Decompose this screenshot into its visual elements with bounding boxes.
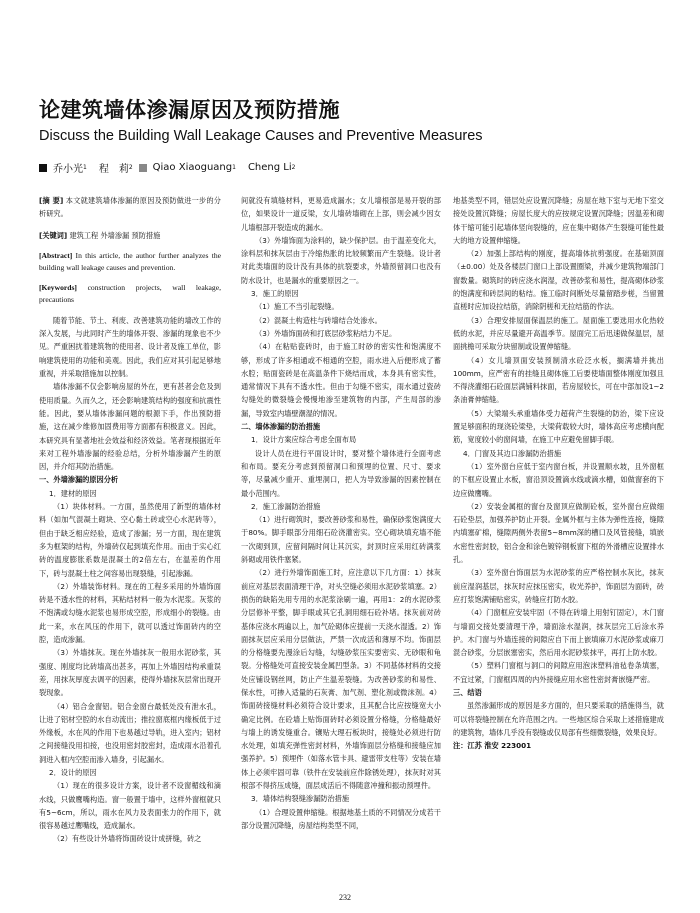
paragraph: （2）进行外墙饰面施工时，应注意以下几方面：1）抹灰前应对基层表面清理干净，对头空缝必须用水泥砂浆填塞。2）损伤的缺陷先用专用的水泥浆涂刷一遍，再用1：2的水泥砂浆分层修补平整，脚手眼或其它孔洞用细石砼补堵。抹灰前对砖基体应浇水两遍以上，加气砼砌体应提前一天浇水湿透。2）饰面抹灰层应采用分层做法，严禁一次成活和薄厚不均。饰面层的分格缝要先漫涂后勾缝，勾缝砂浆压实要密实、无砂眼和龟裂。分格缝处可直接安装金属凹型条。3）不同基体材料的交接处应铺设钢丝网，防止产生温差裂缝。为改善砂浆的和易性、保水性，可掺入适量的石灰膏、加气剂、塑化剂或微沫剂。4）饰面砖接缝材料必须符合设计要求，且其配合比应按缝宽大小确定比例。在砼墙上贴饰面砖时必须设置分格缝，分格缝最好与墙上的诱发缝重合。镶贴大理石板块时，接缝处必须进行防水处理，如填充弹性密封材料，外墙饰面层分格缝和接缝应加强养护。5）预埋件（如落水管卡具、避雷带支柱等）安装在墙体上必须牢固可靠（铁件在安装前应作除锈处理），抹灰时对其根部不得挤压成缝，面层成活后不得随意冲撞和振动预埋件。 — [241, 568, 441, 791]
abstract-cn: [摘 要] 本文就建筑墙体渗漏的原因及预防做进一步的分析研究。 — [39, 196, 221, 219]
paragraph: （4）女儿墙顶面安装预制清水砼泛水板，搁满墙并挑出100mm，应严密有的挂缝且砌体施工后要使墙面整体刚度加强且不得浇灌细石砼面层满铺料抹面，若房屋较长，可在中部加设1~2条油膏伸缩缝。 — [453, 355, 664, 405]
subsection-heading: 4．门窗及其边口渗漏防治措施 — [463, 448, 562, 458]
title-en: Discuss the Building Wall Leakage Causes and Preventive Measures — [39, 128, 483, 144]
subsection-heading: 1．设计方案应综合考虑全面布局 — [251, 435, 357, 445]
author-2-en-sup: 2 — [291, 164, 296, 171]
author-2-sup: 2 — [128, 164, 133, 171]
author-2-cn: 程 莉 — [98, 164, 129, 175]
square-bullet-icon — [39, 164, 47, 172]
subsection-heading: 1．建材的原因 — [49, 488, 97, 498]
paragraph: （2）外墙装饰材料。现在的工程多采用的外墙饰面砖是不透水性的材料，其粘结材料一般为水泥浆。灰浆的不饱满或勾缝水泥浆也易形成空腔，形成细小的裂缝。由此一来，水在风压的作用下，就可以透过饰面砖内的空腔，造成渗漏。 — [39, 581, 221, 645]
column-3 — [453, 194, 664, 752]
paragraph: （5）大梁端头承重墙体受力超荷产生裂缝的防治，梁下应设置足够面积的现浇砼梁垫，大梁荷载较大时，墙体高应考虑横向配筋，宽度较小的窗间墙，在施工中应避免留脚手眼。 — [453, 408, 664, 445]
author-1-en-sup: 1 — [232, 164, 236, 171]
keywords-en: [Keywords] construction projects, wall leakage, precautions — [39, 282, 221, 304]
subsection-heading: 2．设计的原因 — [49, 767, 97, 777]
paragraph: （2）混凝土构造柱与砖墙结合处渗水。 — [255, 315, 382, 325]
paragraph: 地基类型不同，错层处应设置沉降缝；房屋在地下室与无地下室交接处设置沉降缝；房屋长度大的应按规定设置沉降缝；因温差和砌体干缩可能引起墙体竖向裂缝的，应在集中砌体产生裂缝可能性最大的地方设置伸缩缝。 — [453, 196, 664, 245]
paragraph: （5）塑料门窗框与洞口的间隙应用泡沫塑料油毡卷条填塞，不宜过紧，门窗框四周的内外接缝应用水密性密封膏嵌缝严密。 — [453, 661, 664, 684]
subsection-heading: 2．施工渗漏防治措施 — [251, 501, 321, 511]
paragraph: （4）铝合金窗铝。铝合金窗台最低处没有泄水孔，让进了铝材空腔的水自动流出；推拉窗底框内缘板低于过外缘板，水在风的作用下也易越过导轨，进入室内；铝材之间接缝没用扣接，也没用密封胶密封，造成雨水沿着孔洞进入框内空腔而渗入墙身，引起漏水。 — [39, 701, 221, 764]
paragraph: （1）合理设置伸缩缝。根据地基土质的不同情况分成若干部分设置沉降缝，房屋结构类型不同， — [241, 807, 441, 830]
paragraph: 虽然渗漏形成的原因是多方面的，但只要采取的措施得当，就可以将裂缝控制在允许范围之内。一些地区综合采取上述措施建成的建筑物，墙体几乎没有裂缝或仅局部有些细微裂缝，效果良好。 — [453, 701, 664, 737]
paragraph: （1）施工不当引起裂缝。 — [255, 302, 339, 312]
keywords-cn: [关键词] 建筑工程 外墙渗漏 预防措施 — [39, 230, 161, 240]
paragraph: （4）门窗框应安装牢固（不得在砖墙上用射钉固定），木门窗与墙面交接处要清理干净，墙面涂水湿润，抹灰层完工后涂水养护。木门窗与外墙连接的间隙应自下而上嵌填麻刀水泥砂浆或麻刀混合砂浆，分层嵌塞密实，然后用水泥砂浆抹平，再打上防水胶。 — [453, 608, 664, 658]
abstract-en: [Abstract] In this article, the author further analyzes the building wall leakage causes and prevention. — [39, 250, 221, 272]
section-heading: 一、外墙渗漏的原因分析 — [39, 475, 119, 485]
paragraph: （3）外墙饰面砖和打底层砂浆粘结力不足。 — [255, 328, 397, 338]
subsection-heading: 3．施工的原因 — [251, 289, 299, 299]
paragraph: （4）在粘贴瓷砖时，由于施工时砂的密实性和饱满度不够，形成了许多相通或不相通的空腔，雨水进入后便形成了蓄水腔；贴面瓷砖是在高温条件下烧结而成，本身具有密实性，通常情况下具有不透水性。但由于勾缝不密实，雨水通过瓷砖勾缝处的微裂缝会慢慢地渗至建筑物的内部，产生局部的渗漏，导致室内墙壁潮湿的情况。 — [241, 342, 441, 418]
page-number: 232 — [339, 893, 351, 902]
paragraph: （3）外墙饰面为涂料的，缺少保护层。由于温差变化大，涂料层和抹灰层由于冷缩热胀的比较频繁而产生裂缝。设计者对此类墙面的设计没有具体的抗裂要求，外墙预留洞口也没有防水设计，也是漏水的重要原因之一。 — [241, 235, 441, 285]
author-1-cn: 乔小光 — [53, 164, 83, 175]
paragraph: （3）外墙抹灰。现在外墙抹灰一般用水泥砂浆，其强度、刚度均比砖墙高出甚多，再加上外墙因结构承重误差，用抹灰厚度去调平的因素，使得外墙抹灰层常出现开裂现象。 — [39, 648, 221, 698]
paragraph: （2）有些设计外墙将饰面砖设计成拼缝，砖之 — [53, 834, 202, 844]
column-1 — [39, 194, 221, 846]
paragraph: （1）室外窗台应低于室内窗台板，并设置顺水坡，且外窗框的下框应设置止水板，窗沿顶设置滴水线或滴水槽，如做窗套的下边应做鹰嘴。 — [453, 461, 664, 498]
paragraph: 墙体渗漏不仅会影响房屋的外在，更有甚者会危及到使用质量。久而久之，还会影响建筑结构的强度和抗震性能。因此，要从墙体渗漏问题的根源下手，作出预防措施，这在减少维修加固费用等方面都有积极意义。因此，本研究具有显著地社会效益和经济效益。笔者现根据近年来对工程外墙渗漏的经验总结，分析外墙渗漏产生的原因，并介绍其防治措施。 — [39, 382, 221, 472]
square-bullet-icon — [139, 164, 147, 172]
paragraph: （2）加强上部结构的刚度，提高墙体抗剪强度。在基础顶面（±0.00）处及各楼层门窗口上部设置圈梁，并减少建筑物端部门窗数量。砌筑时的砖应浇水润湿，改善砂浆和易性，提高砌体砂浆的饱满度和砖层间的粘结。施工临时间断处尽量留踏步槎，当留置直槎时应加设拉结筋，消除阴槎和无拉结筋的作法。 — [453, 249, 664, 312]
paragraph: （1）现在的很多设计方案，设计者不设窗楣线和滴水线，只做鹰嘴构造。窗一般置于墙中，这样外窗框就只有5~6cm，所以，雨水在风力及表面张力的作用下，就很容易越过鹰嘴线，造成漏水。 — [39, 781, 221, 831]
column-2-body — [241, 194, 441, 832]
column-3-body — [453, 194, 664, 752]
paragraph: 设计人员在进行平面设计时，要对整个墙体进行全面考虑和布局。要充分考虑到预留洞口和预埋的位置、尺寸、要求等，尽量减少重开、重埋洞口，把人为导致渗漏的因素控制在最小范围内。 — [241, 448, 441, 498]
author-1-en: Qiao Xiaoguang — [152, 162, 233, 173]
paragraph: （3）室外窗台饰面层为水泥砂浆的应严格控制水灰比，抹灰前应湿润基层，抹灰时应抹压密实，收光养护，饰面层为面砖，砖应打浆饱满铺贴密实，砖缝应打防水胶。 — [453, 568, 664, 604]
section-heading: 二、墙体渗漏的防治措施 — [241, 422, 321, 432]
authors-line — [39, 160, 295, 175]
column-1-body — [39, 314, 221, 846]
paragraph: 间就没有填缝材料，更易造成漏水；女儿墙根部是易开裂的部位，如果设计一道反梁，女儿墙砖墙砌在上部，则会减少因女儿墙根部开裂造成的漏水。 — [241, 196, 441, 232]
paragraph: （1）块体材料。一方面，虽然使用了新型的墙体材料（如加气混凝土砌块、空心黏土砖或空心水泥砖等），但由于缺乏相应经验，造成了渗漏；另一方面，现在建筑多为框架的结构，外墙砖仅起到填充作用。而由于实心红砖的温度膨胀系数是混凝土的2倍左右，在温差的作用下，砖与混凝土柱之间容易出现裂缝，引起渗漏。 — [39, 502, 221, 578]
paragraph: （3）合理安排屋面保温层的施工。屋面施工要选用水化热较低的水泥，并应尽量避开高温季节。屋面完工后迅速做保温层，屋面挑檐可采取分块留制或设置伸缩缝。 — [453, 315, 664, 352]
paragraph: （1）进行砌筑时，要改善砂浆和易性，确保砂浆饱满度大于80%。脚手眼部分用细石砼浇灌密实。空心砌块填充墙不能一次砌到顶，应留间隔时间让其沉实，封顶时应采用红砖满浆斜砌或用铁件塞紧。 — [241, 515, 441, 565]
author-1-sup: 1 — [83, 164, 87, 171]
paragraph: 随着节能、节土、利废、改善建筑功能的墙改工作的深入发展，与此同时产生的墙体开裂、渗漏的现象也不少见。严重困扰着建筑物的使用者、设计者及施工单位，影响建筑使用的功能和美观。因此，我们应对其引起足够地重视，并采取措施加以控制。 — [39, 315, 221, 379]
paragraph: （2）安装金属框的窗台及窗顶应做制砼板，室外窗台应做细石砼垫层，加强养护防止开裂。金属外框与主体为弹性连接，缝隙内填塞矿棉，缝隙两侧外表留5~8mm深的槽口及风管接缝，填嵌水密性密封胶，铝合金和涂色镀锌钢板窗下框的外滑槽应设置排水孔。 — [453, 501, 664, 565]
section-heading: 三、结语 — [453, 687, 482, 697]
column-2 — [241, 194, 441, 832]
author-2-en: Cheng Li — [247, 162, 292, 173]
title-cn: 论建筑墙体渗漏原因及预防措施 — [39, 98, 340, 122]
subsection-heading: 3．墙体结构裂缝渗漏防治措施 — [251, 794, 350, 804]
author-note: 注：江苏 淮安 223001 — [453, 741, 532, 751]
